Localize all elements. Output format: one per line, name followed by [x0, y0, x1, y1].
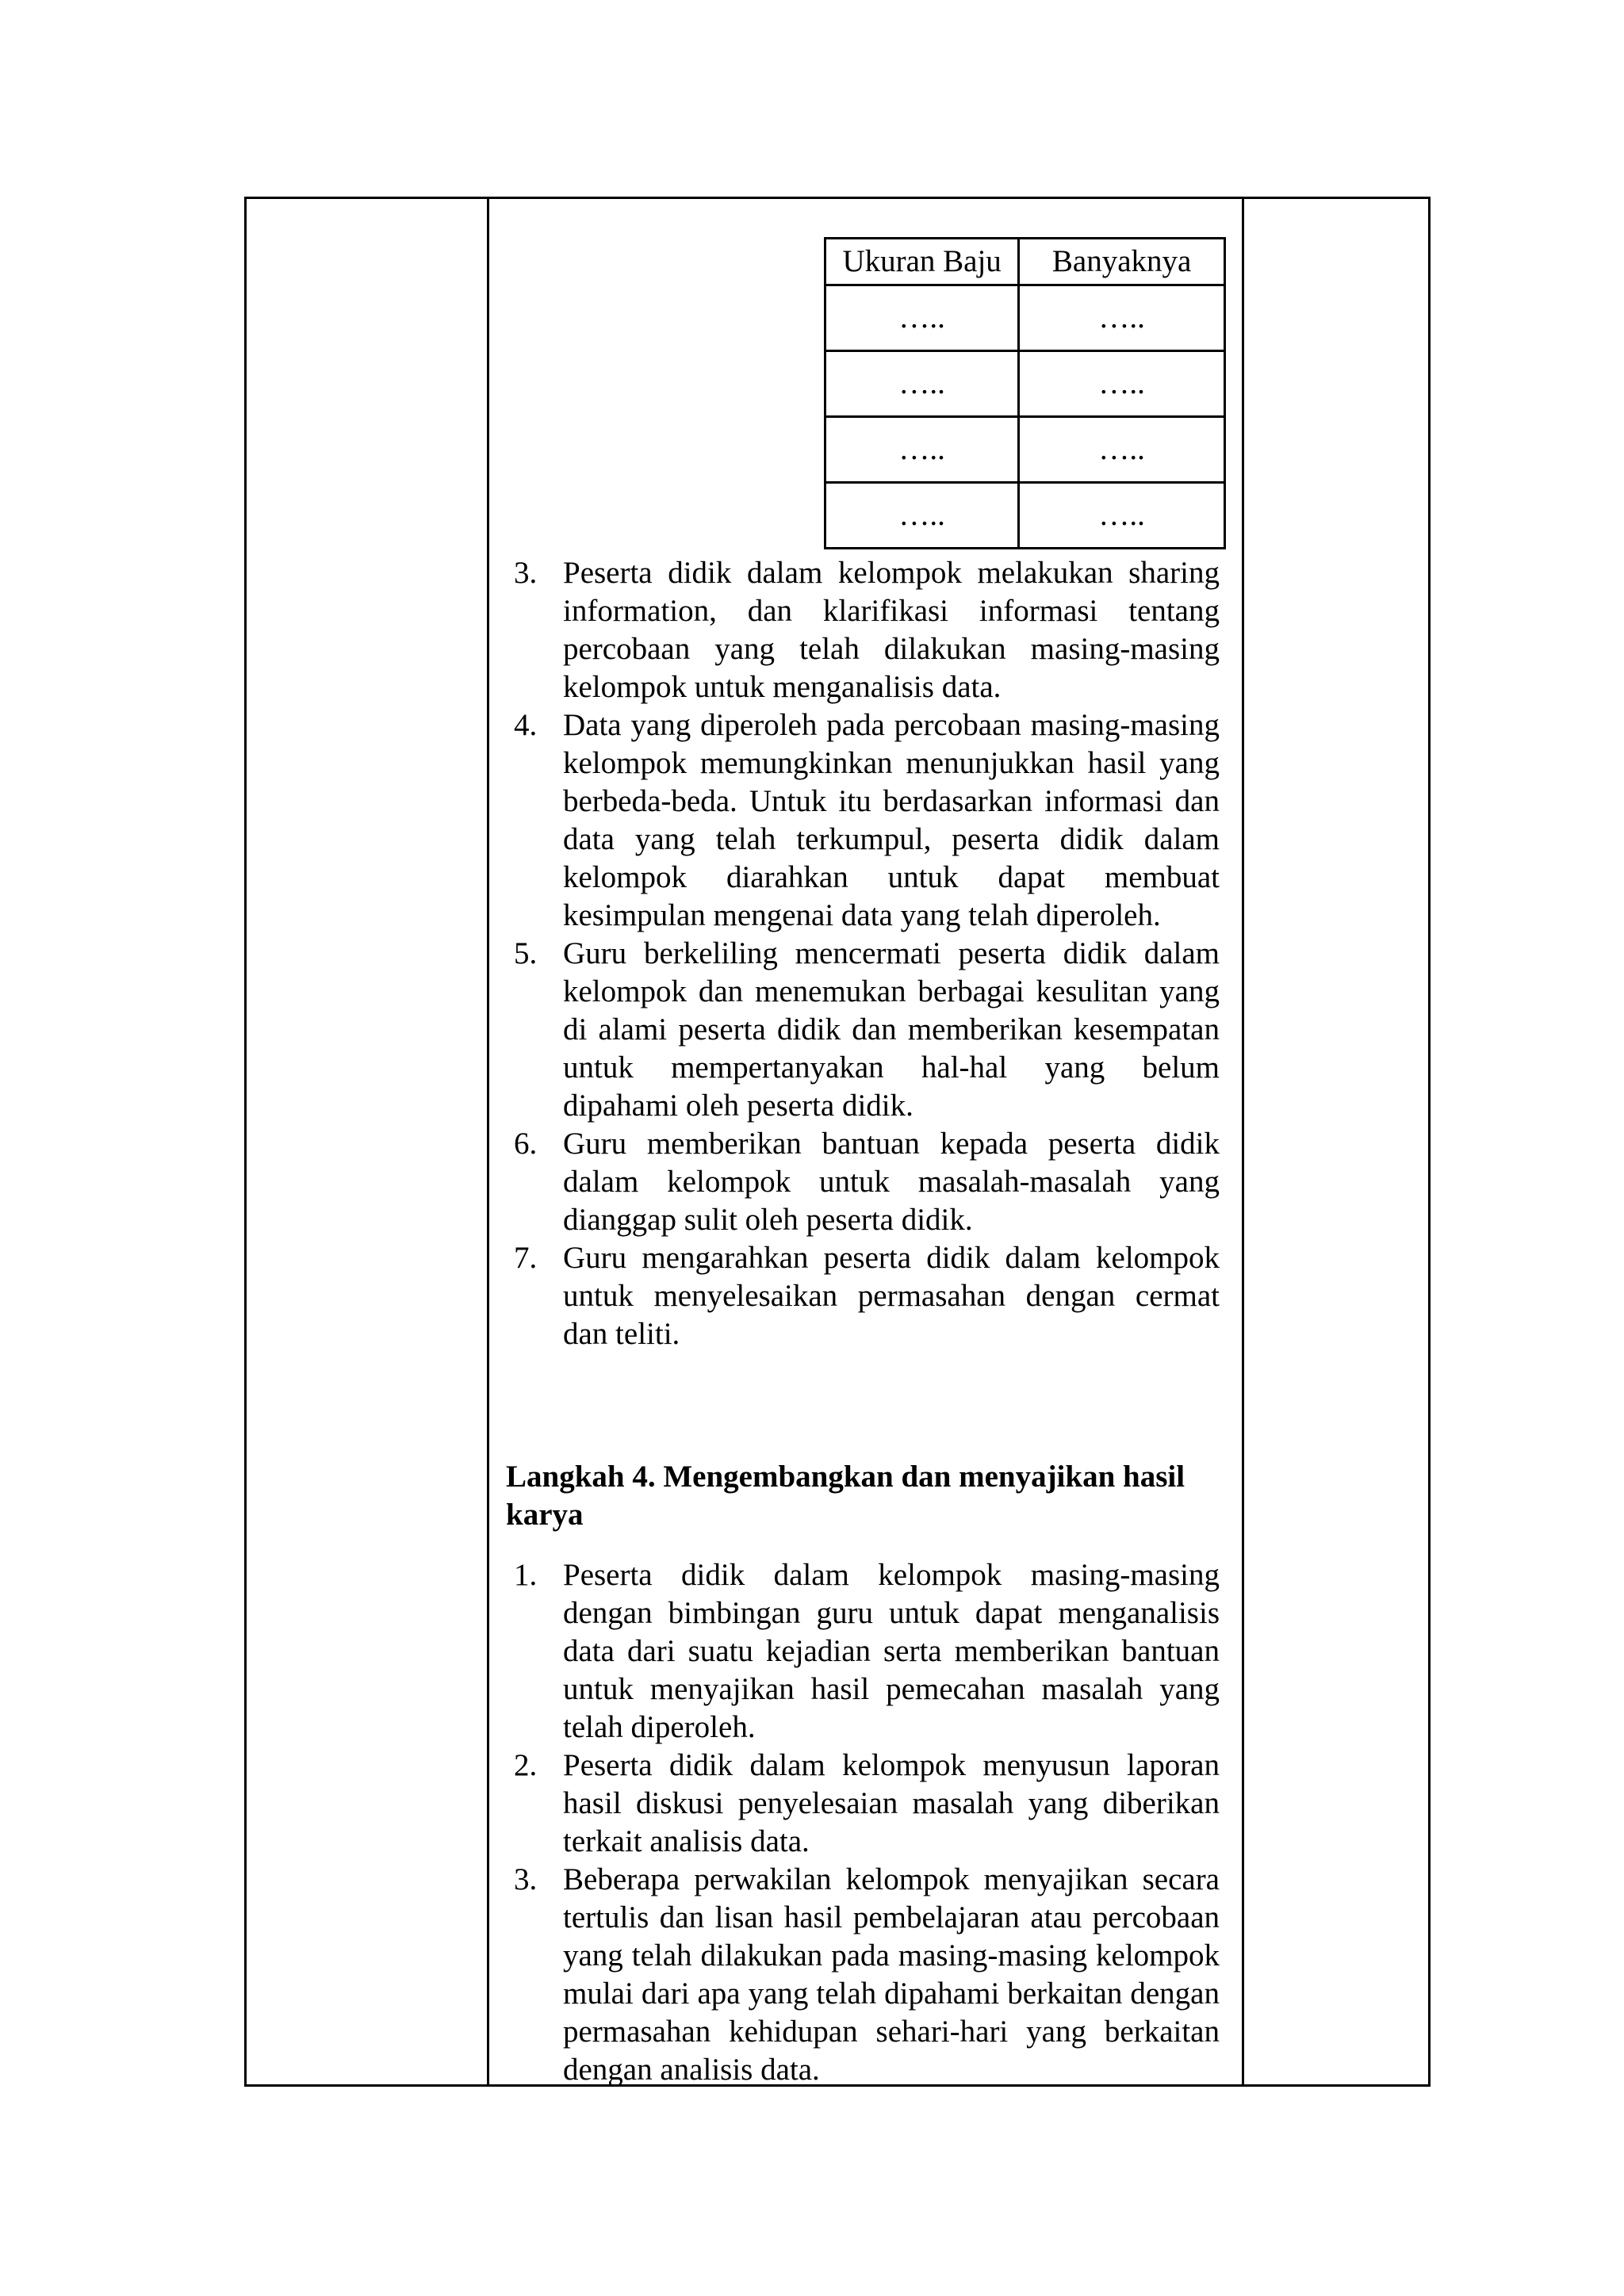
list-item: 7. Guru mengarahkan peserta didik dalam kelompok untuk menyelesaikan permasahan dengan cermat dan teliti.: [514, 1241, 1220, 1351]
list-item: 4. Data yang diperoleh pada percobaan masing-masing kelompok memungkinkan menunjukkan hasil yang berbeda-beda. Untuk itu berdasarkan informasi dan data yang telah terkumpul, peserta didik dalam kelompok diarahkan untuk dapat membuat kesimpulan mengenai data yang telah diperoleh.: [514, 708, 1220, 932]
step-4-heading: Langkah 4. Mengembangkan dan menyajikan hasil karya: [506, 1460, 1185, 1532]
table-row: [825, 417, 1225, 483]
list-item: 1. Peserta didik dalam kelompok masing-masing dengan bimbingan guru untuk dapat menganalisis data dari suatu kejadian serta memberikan bantuan untuk menyajikan hasil pemecahan masalah yang telah diperoleh.: [514, 1558, 1220, 1744]
list-item: 3. Peserta didik dalam kelompok melakukan sharing information, dan klarifikasi informasi tentang percobaan yang telah dilakukan masing-masing kelompok untuk menganalisis data.: [514, 556, 1220, 704]
table-cell: …..: [825, 417, 1019, 483]
header-quantity: Banyaknya: [1019, 239, 1225, 285]
table-cell: …..: [825, 351, 1019, 417]
table-row: [825, 285, 1225, 351]
activity-steps-list: [506, 554, 1220, 1353]
column-divider-left: [487, 199, 489, 2084]
table-row: [825, 483, 1225, 549]
table-cell: …..: [1019, 417, 1225, 483]
list-item: 5. Guru berkeliling mencermati peserta didik dalam kelompok dan menemukan berbagai kesulitan yang di alami peserta didik dan memberikan kesempatan untuk mempertanyakan hal-hal yang belum dipahami oleh peserta didik.: [514, 936, 1220, 1123]
column-divider-right: [1242, 199, 1244, 2084]
table-cell: …..: [1019, 285, 1225, 351]
list-item: 2. Peserta didik dalam kelompok menyusun laporan hasil diskusi penyelesaian masalah yang diberikan terkait analisis data.: [514, 1748, 1220, 1858]
list-item: 6. Guru memberikan bantuan kepada peserta didik dalam kelompok untuk masalah-masalah yang dianggap sulit oleh peserta didik.: [514, 1127, 1220, 1237]
list-item: 3. Beberapa perwakilan kelompok menyajikan secara tertulis dan lisan hasil pembelajaran atau percobaan yang telah dilakukan pada masing-masing kelompok mulai dari apa yang telah dipahami berkaitan dengan permasahan kehidupan sehari-hari yang berkaitan dengan analisis data.: [514, 1862, 1220, 2087]
lesson-plan-table: [244, 197, 1431, 2087]
step-4-list: [506, 1556, 1220, 2089]
table-cell: …..: [1019, 351, 1225, 417]
table-cell: …..: [825, 483, 1019, 549]
table-cell: …..: [1019, 483, 1225, 549]
shirt-size-table: [824, 237, 1226, 549]
header-shirt-size: Ukuran Baju: [825, 239, 1019, 285]
table-header-row: [825, 239, 1225, 285]
table-row: [825, 351, 1225, 417]
table-cell: …..: [825, 285, 1019, 351]
